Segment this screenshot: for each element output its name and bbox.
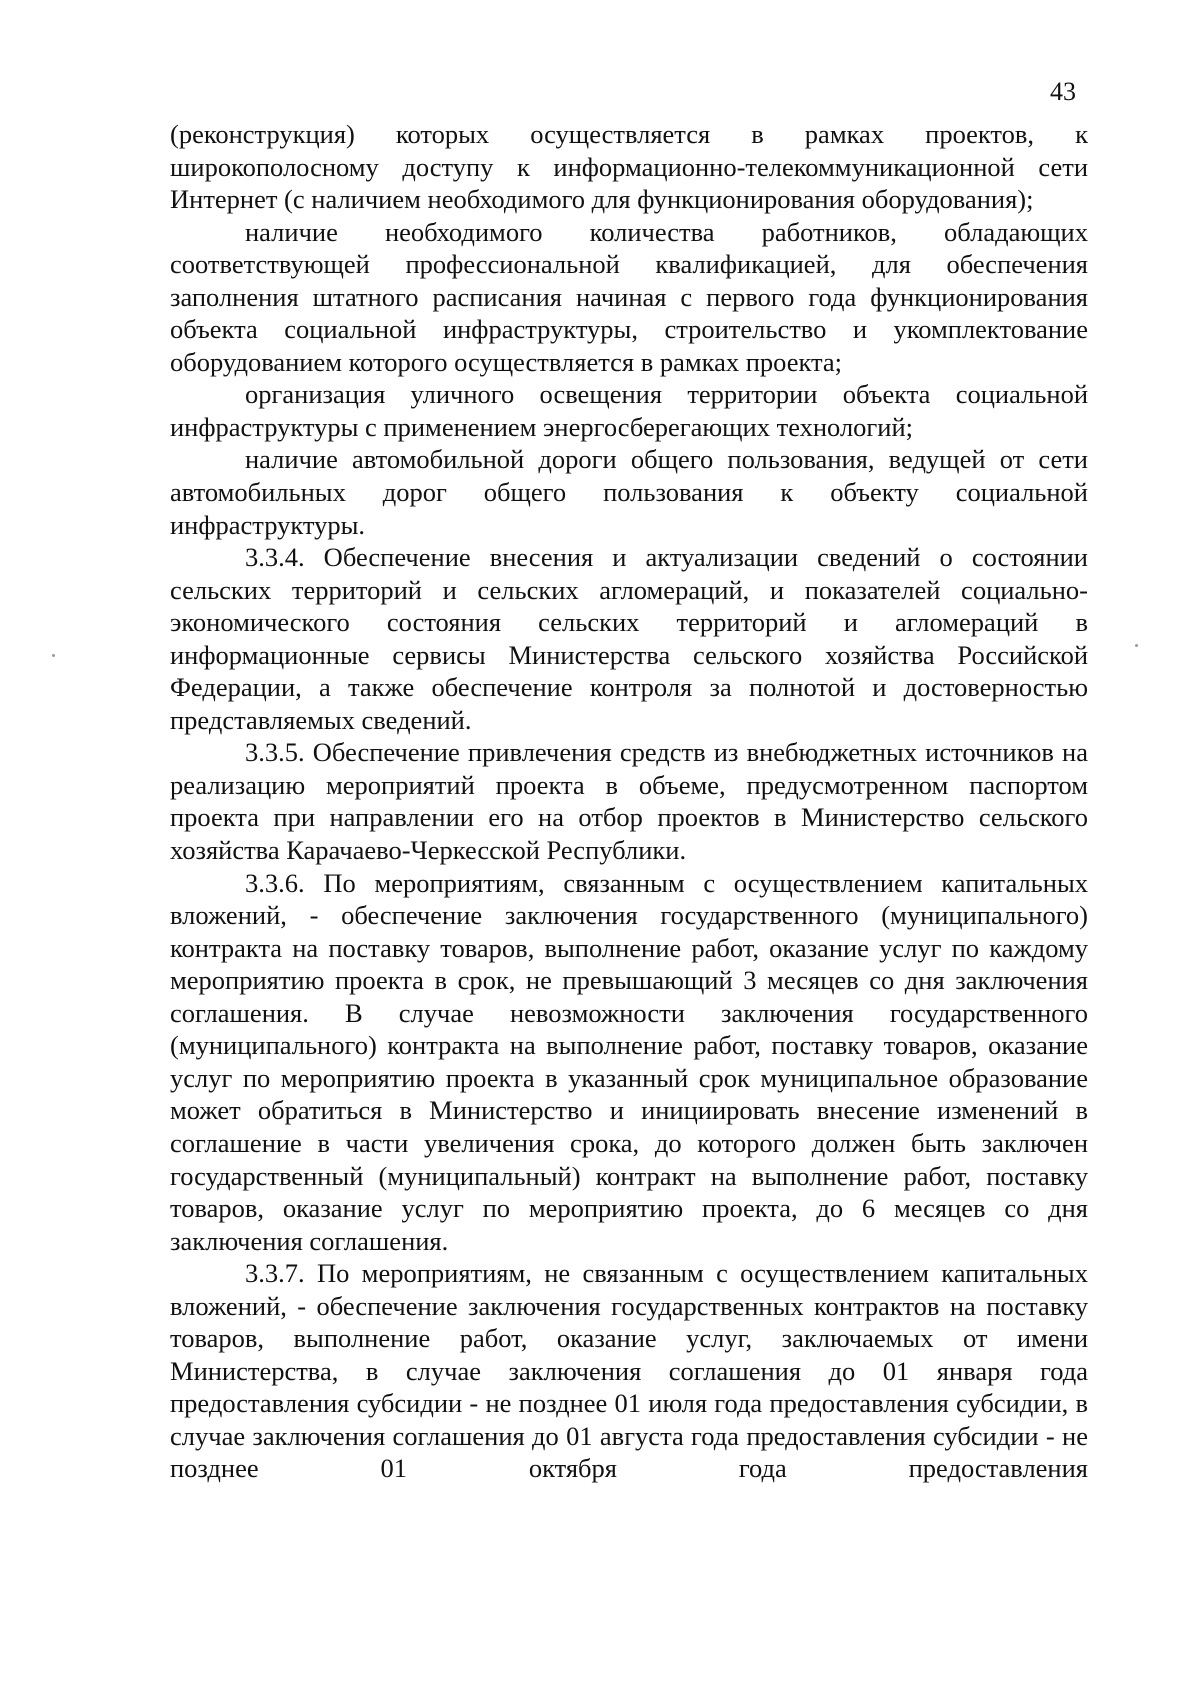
- paragraph-staffing: наличие необходимого количества работников, обладающих соответствующей профессиональной квалификацией, для обеспечения заполнения штатного расписания начиная с первого года функционирования объекта социальной инфраструктуры, строительство и укомплектование оборудованием которого осуществляется в рамках проекта;: [170, 216, 1088, 377]
- scan-speck-left: [52, 654, 55, 657]
- paragraph-3-3-5: 3.3.5. Обеспечение привлечения средств из внебюджетных источников на реализацию мероприятий проекта в объеме, предусмотренном паспортом проекта при направлении его на отбор проектов в Министерство сельского хозяйства Карачаево-Черкесской Республики.: [170, 737, 1088, 866]
- page-number: 43: [1050, 77, 1076, 106]
- document-body: [170, 118, 1088, 1485]
- paragraph-road-access: наличие автомобильной дороги общего пользования, ведущей от сети автомобильных дорог общего пользования к объекту социальной инфраструктуры.: [170, 444, 1088, 540]
- scan-speck-right: [1135, 644, 1138, 647]
- paragraph-3-3-7: 3.3.7. По мероприятиям, не связанным с осуществлением капитальных вложений, - обеспечение заключения государственных контрактов на поставку товаров, выполнение работ, оказание услуг, заключаемых от имени Министерства, в случае заключения соглашения до 01 января года предоставления субсидии - не позднее 01 июля года предоставления субсидии, в случае заключения соглашения до 01 августа года предоставления субсидии - не позднее 01 октября года предоставления: [170, 1258, 1088, 1484]
- paragraph-internet-access: (реконструкция) которых осуществляется в рамках проектов, к широкополосному доступу к информационно-телекоммуникационной сети Интернет (с наличием необходимого для функционирования оборудования);: [170, 119, 1088, 215]
- paragraph-3-3-4: 3.3.4. Обеспечение внесения и актуализации сведений о состоянии сельских территорий и сельских агломераций, и показателей социально-экономического состояния сельских территорий и агломераций в информационные сервисы Министерства сельского хозяйства Российской Федерации, а также обеспечение контроля за полнотой и достоверностью представляемых сведений.: [170, 542, 1088, 735]
- paragraph-3-3-6: 3.3.6. По мероприятиям, связанным с осуществлением капитальных вложений, - обеспечение заключения государственного (муниципального) контракта на поставку товаров, выполнение работ, оказание услуг по каждому мероприятию проекта в срок, не превышающий 3 месяцев со дня заключения соглашения. В случае невозможности заключения государственного (муниципального) контракта на выполнение работ, поставку товаров, оказание услуг по мероприятию проекта в указанный срок муниципальное образование может обратиться в Министерство и инициировать внесение изменений в соглашение в части увеличения срока, до которого должен быть заключен государственный (муниципальный) контракт на выполнение работ, поставку товаров, оказание услуг по мероприятию проекта, до 6 месяцев со дня заключения соглашения.: [170, 867, 1088, 1256]
- paragraph-street-lighting: организация уличного освещения территории объекта социальной инфраструктуры с применением энергосберегающих технологий;: [170, 379, 1088, 442]
